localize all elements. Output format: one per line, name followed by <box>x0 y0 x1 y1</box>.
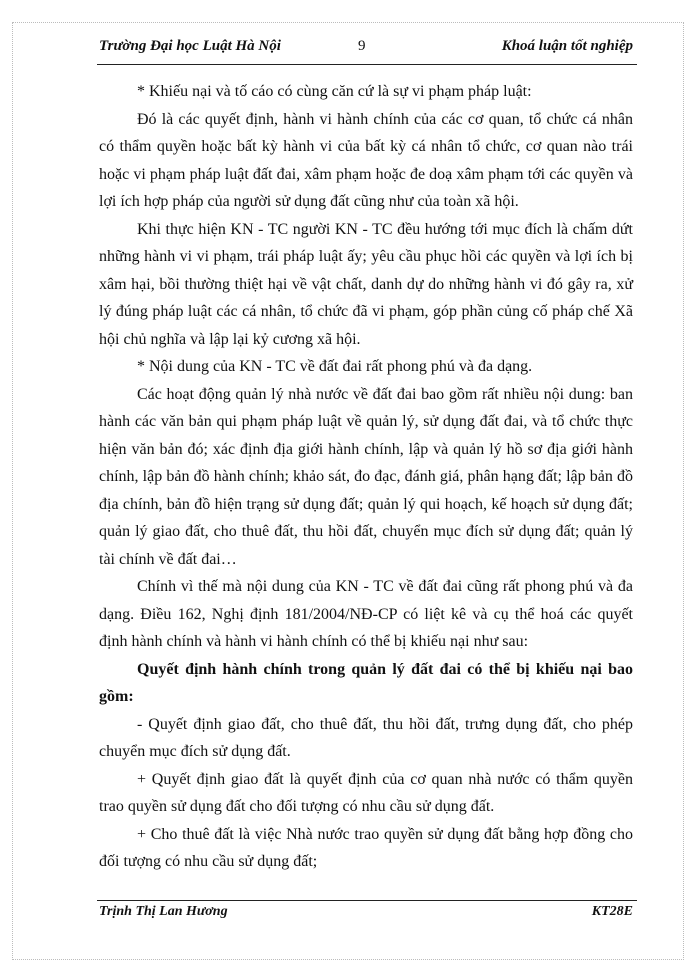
paragraph: * Nội dung của KN - TC về đất đai rất phong phú và đa dạng. <box>137 358 533 375</box>
paragraph: Đó là các quyết định, hành vi hành chính của các cơ quan, tổ chức cá nhân có thẩm quyền hoặc bất kỳ hành vi của bất kỳ cá nhân tổ chức, cơ quan nào trái hoặc vi phạm pháp luật đất đai, xâm phạm hoặc đe doạ xâm phạm tới các quyền và lợi ích hợp pháp của người sử dụng đất cũng như của toàn xã hội. <box>99 110 633 210</box>
paragraph: + Cho thuê đất là việc Nhà nước trao quyền sử dụng đất bằng hợp đồng cho đối tượng có nhu cầu sử dụng đất; <box>99 825 633 870</box>
paragraph: * Khiếu nại và tố cáo có cùng căn cứ là sự vi phạm pháp luật: <box>137 83 532 100</box>
paragraph: Các hoạt động quản lý nhà nước về đất đai bao gồm rất nhiều nội dung: ban hành các văn bản qui phạm pháp luật về quản lý, sử dụng đất đai, và tổ chức thực hiện văn bản đó; xác định địa giới hành chính, lập và quản lý hồ sơ địa giới hành chính, lập bản đồ hành chính; khảo sát, đo đạc, đánh giá, phân hạng đất; lập bản đồ địa chính, bản đồ hiện trạng sử dụng đất; quản lý qui hoạch, kế hoạch sử dụng đất; quản lý giao đất, cho thuê đất, thu hồi đất, chuyển mục đích sử dụng đất; quản lý tài chính về đất đai… <box>99 385 633 568</box>
paragraph: - Quyết định giao đất, cho thuê đất, thu hồi đất, trưng dụng đất, cho phép chuyển mục đích sử dụng đất. <box>99 715 633 760</box>
header-page-number: 9 <box>358 38 366 54</box>
document-body <box>99 78 633 876</box>
header-thesis-type: Khoá luận tốt nghiệp <box>501 38 633 54</box>
header-school: Trường Đại học Luật Hà Nội <box>99 38 281 54</box>
paragraph: Khi thực hiện KN - TC người KN - TC đều hướng tới mục đích là chấm dứt những hành vi vi phạm, trái pháp luật ấy; yêu cầu phục hồi các quyền và lợi ích bị xâm hại, bồi thường thiệt hại về vật chất, danh dự do những hành vi đó gây ra, xử lý đúng pháp luật các cá nhân, tổ chức đã vi phạm, góp phần củng cố pháp chế Xã hội chủ nghĩa và lập lại kỷ cương xã hội. <box>99 220 633 348</box>
page-header <box>99 38 633 60</box>
header-rule <box>97 64 637 65</box>
footer-author: Trịnh Thị Lan Hương <box>99 904 228 919</box>
paragraph: + Quyết định giao đất là quyết định của cơ quan nhà nước có thẩm quyền trao quyền sử dụng đất cho đối tượng có nhu cầu sử dụng đất. <box>99 770 633 815</box>
footer-class: KT28E <box>591 904 633 919</box>
section-heading: Quyết định hành chính trong quản lý đất đai có thể bị khiếu nại bao gồm: <box>99 660 633 705</box>
page-footer <box>99 904 633 926</box>
footer-rule <box>97 900 637 901</box>
paragraph: Chính vì thế mà nội dung của KN - TC về đất đai cũng rất phong phú và đa dạng. Điều 162, Nghị định 181/2004/NĐ-CP có liệt kê và cụ thể hoá các quyết định hành chính và hành vi hành chính có thể bị khiếu nại như sau: <box>99 578 633 650</box>
